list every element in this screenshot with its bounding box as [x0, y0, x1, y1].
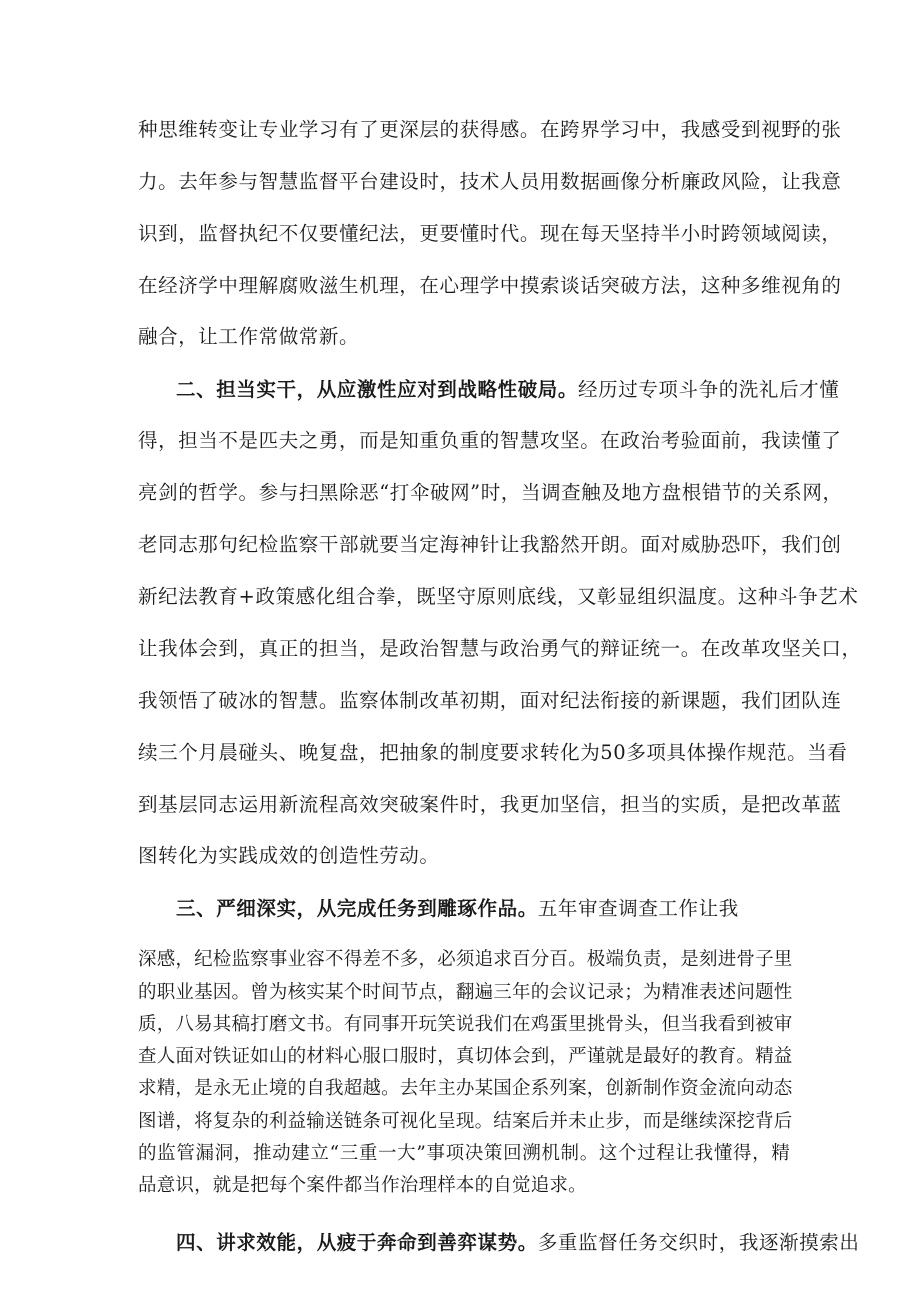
- section-2-heading: 二、担当实干，从应激性应对到战略性破局。: [176, 378, 579, 401]
- section-3-heading: 三、严细深实，从完成任务到雕琢作品。: [176, 897, 538, 920]
- section-4-first-line: [176, 1231, 860, 1254]
- section-4-heading: 四、讲求效能，从疲于奔命到善弈谋势。: [176, 1231, 538, 1254]
- section-3-first-line: [176, 899, 790, 919]
- section-2-line-3: 亮剑的哲学。参与扫黑除恶“打伞破网”时，当调查触及地方盘根错节的关系网，: [138, 481, 843, 504]
- paragraph-1-line-3: 识到，监督执纪不仅要懂纪法，更要懂时代。现在每天坚持半小时跨领域阅读，: [138, 222, 842, 245]
- section-2-line-6: 让我体会到，真正的担当，是政治智慧与政治勇气的辩证统一。在改革攻坚关口，: [138, 637, 862, 660]
- section-3-line-7: 图谱，将复杂的利益输送链条可视化呈现。结案后并未止步，而是继续深挖背后: [138, 1111, 793, 1132]
- section-2-first-line: [176, 378, 840, 401]
- paragraph-1-line-1: 种思维转变让专业学习有了更深层的获得感。在跨界学习中，我感受到视野的张: [138, 118, 842, 141]
- section-2-line-5: 新纪法教育+政策感化组合拳，既坚守原则底线，又彰显组织温度。这种斗争艺术: [138, 585, 859, 608]
- paragraph-1-line-5: 融合，让工作常做常新。: [138, 325, 360, 348]
- section-3-line-9: 品意识，就是把每个案件都当作治理样本的自觉追求。: [138, 1175, 587, 1196]
- section-2-line-2: 得，担当不是匹夫之勇，而是知重负重的智慧攻坚。在政治考验面前，我读懂了: [138, 429, 842, 452]
- section-2-line-9: 到基层同志运用新流程高效突破案件时，我更加坚信，担当的实质，是把改革蓝: [138, 793, 842, 816]
- section-3-line-5: 查人面对铁证如山的材料心服口服时，真切体会到，严谨就是最好的教育。精益: [138, 1046, 793, 1067]
- paragraph-1-line-2: 力。去年参与智慧监督平台建设时，技术人员用数据画像分析廉政风险，让我意: [138, 170, 842, 193]
- section-3-line-2: 深感，纪检监察事业容不得差不多，必须追求百分百。极端负责，是刻进骨子里: [138, 949, 793, 970]
- section-3-first-line-text: 五年审查调查工作让我: [537, 897, 739, 920]
- section-4-first-line-text: 多重监督任务交织时，我逐渐摸索出: [537, 1231, 860, 1254]
- section-2-line-8: 续三个月晨碰头、晚复盘，把抽象的制度要求转化为50多项具体操作规范。当看: [138, 741, 848, 764]
- section-3-line-4: 质，八易其稿打磨文书。有同事开玩笑说我们在鸡蛋里挑骨头，但当我看到被审: [138, 1014, 793, 1035]
- section-2-line-10: 图转化为实践成效的创造性劳动。: [138, 844, 440, 867]
- section-3-line-3: 的职业基因。曾为核实某个时间节点，翻遍三年的会议记录；为精准表述问题性: [138, 982, 793, 1003]
- paragraph-1-line-4: 在经济学中理解腐败滋生机理，在心理学中摸索谈话突破方法，这种多维视角的: [138, 274, 842, 297]
- section-3-line-6: 求精，是永无止境的自我超越。去年主办某国企系列案，创新制作资金流向动态: [138, 1078, 793, 1099]
- section-2-first-line-text: 经历过专项斗争的洗礼后才懂: [578, 378, 840, 401]
- section-2-line-4: 老同志那句纪检监察干部就要当定海神针让我豁然开朗。面对威胁恐吓，我们创: [138, 533, 842, 556]
- section-2-line-7: 我领悟了破冰的智慧。监察体制改革初期，面对纪法衔接的新课题，我们团队连: [138, 689, 842, 712]
- section-3-line-8: 的监管漏洞，推动建立“三重一大”事项决策回溯机制。这个过程让我懂得，精: [138, 1143, 790, 1164]
